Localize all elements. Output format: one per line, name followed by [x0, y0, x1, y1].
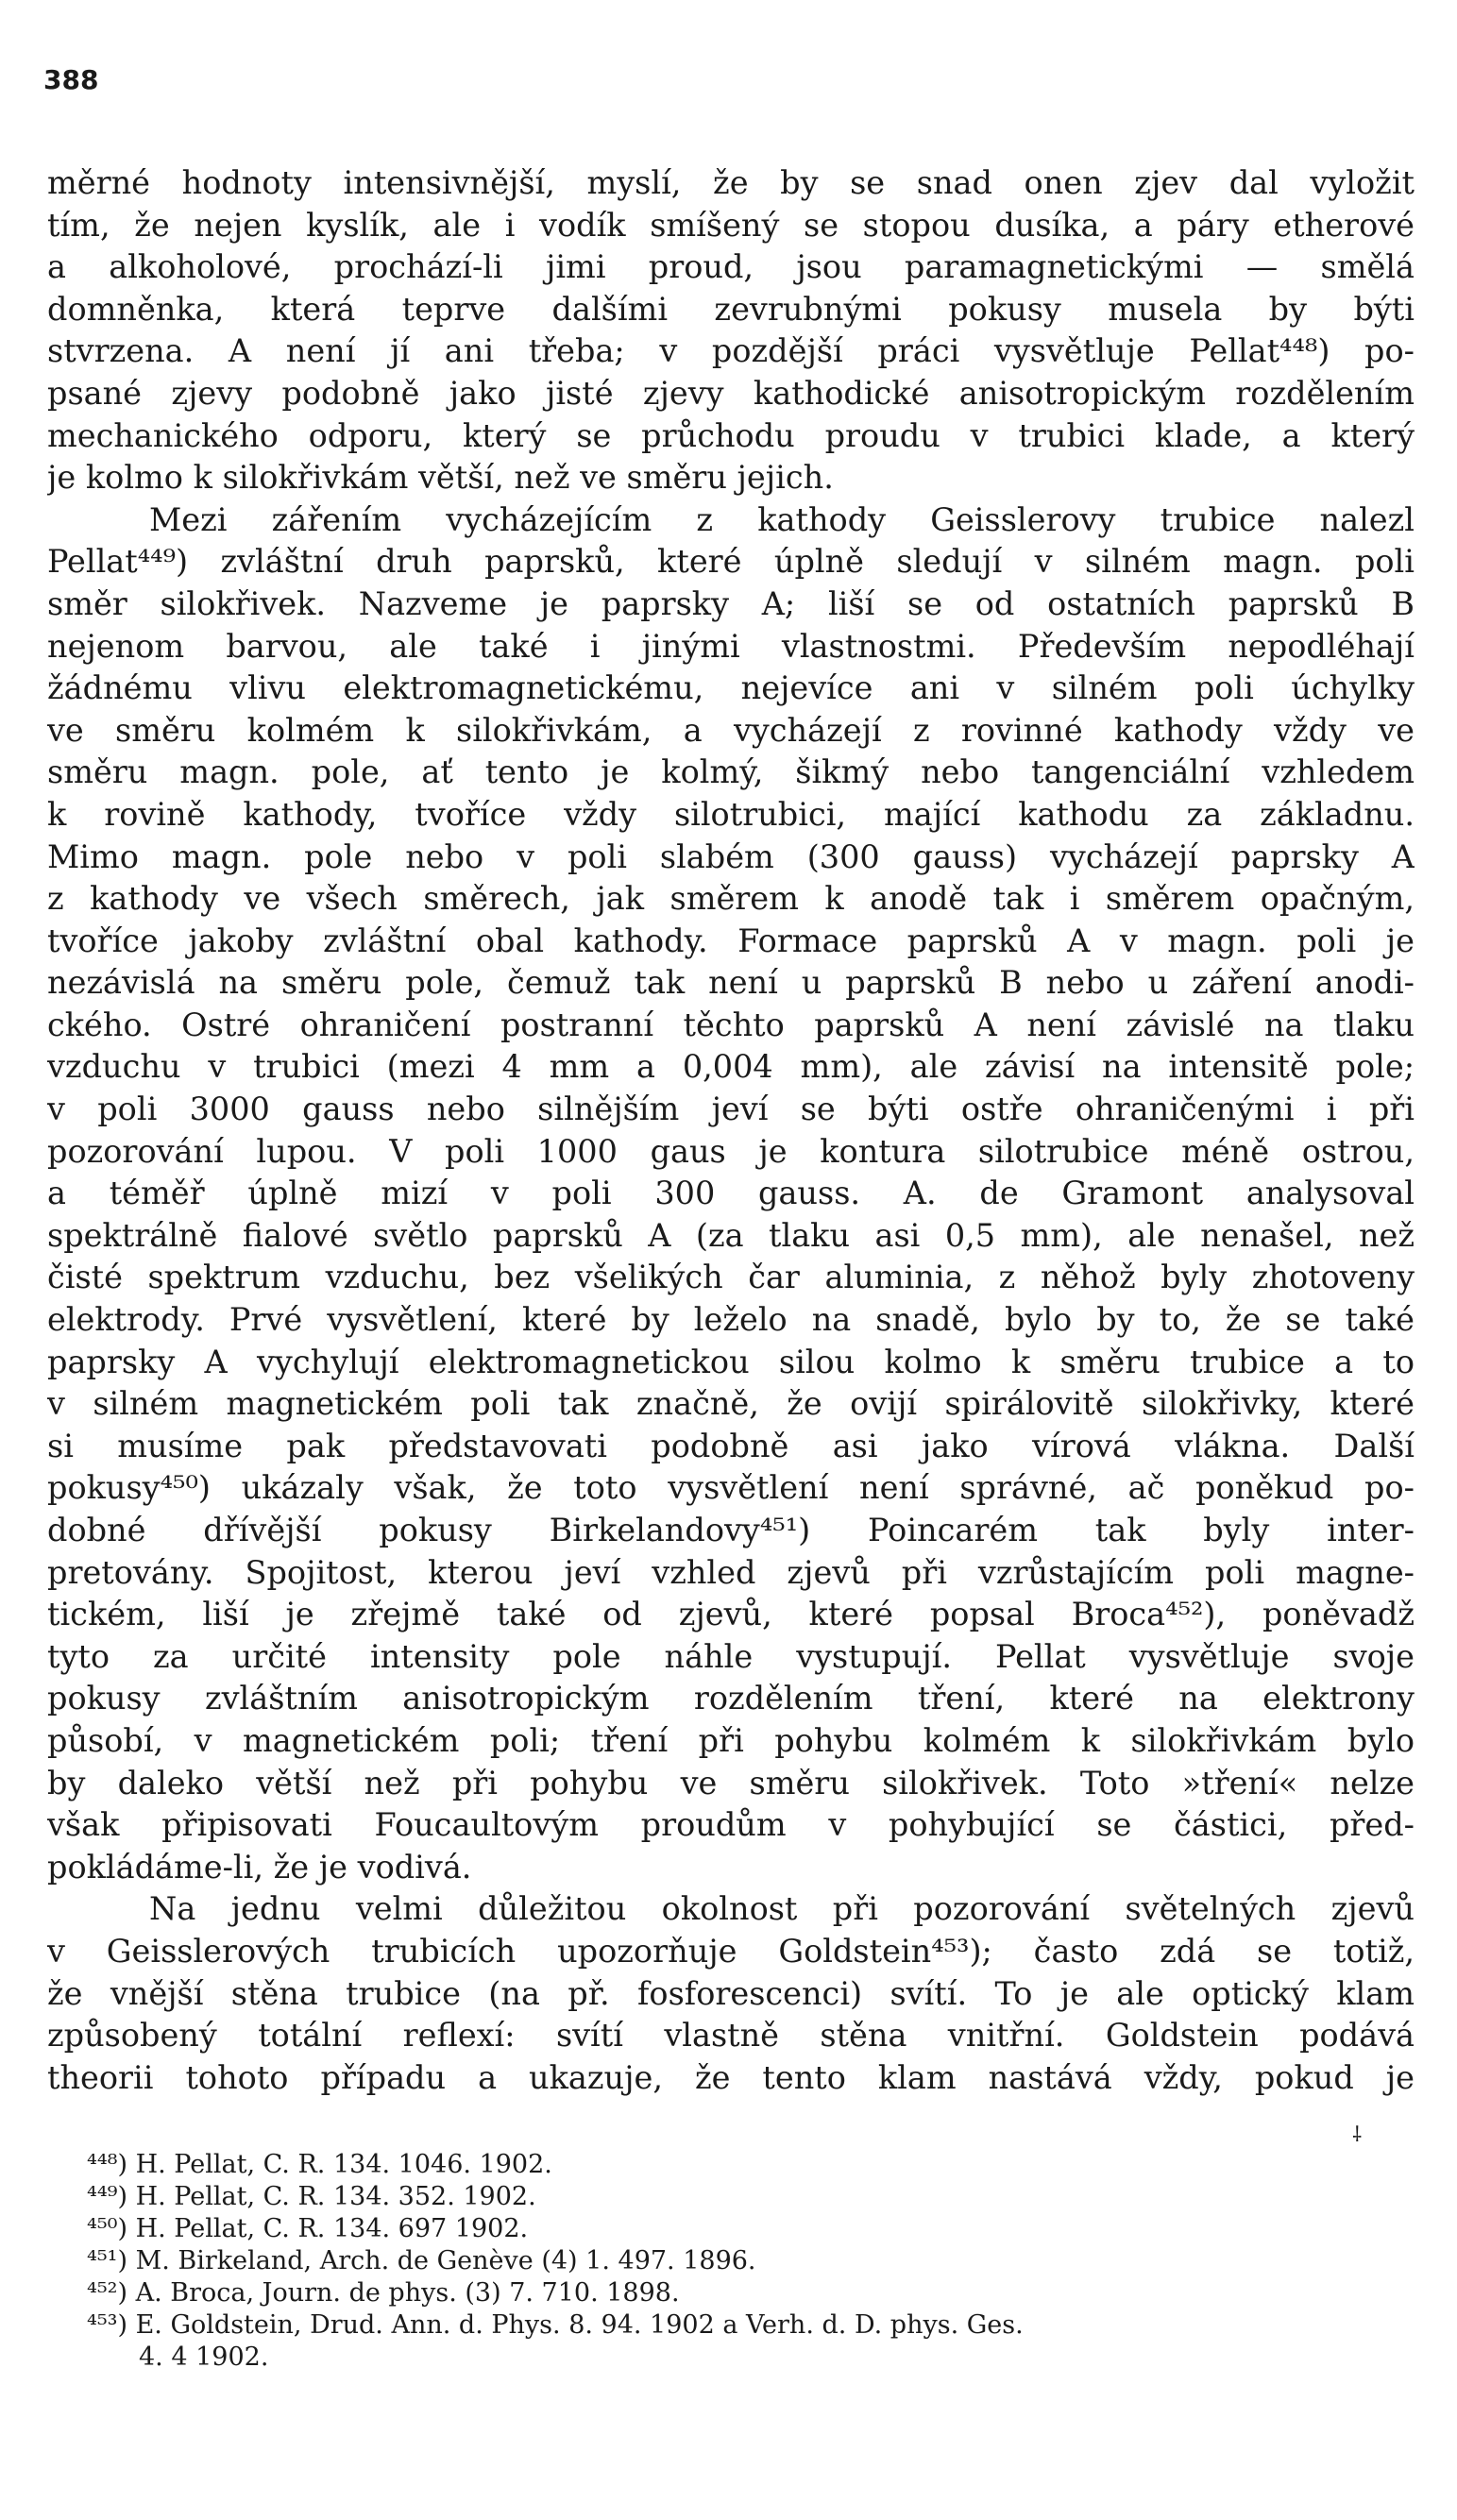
text-line: psané zjevy podobně jako jisté zjevy kathodické anisotropickým rozdělením	[47, 374, 1415, 412]
footnote-ornament: ⸸	[1352, 2123, 1363, 2147]
text-line: pokládáme-li, že je vodivá.	[47, 1848, 472, 1886]
text-line: nezávislá na směru pole, čemuž tak není u paprsků B nebo u záření anodi-	[47, 964, 1415, 1002]
footnote: ⁴⁵³) E. Goldstein, Drud. Ann. d. Phys. 8. 94. 1902 a Verh. d. D. phys. Ges.	[87, 2310, 1024, 2340]
text-line: čisté spektrum vzduchu, bez všelikých čar aluminia, z něhož byly zhotoveny	[47, 1259, 1415, 1296]
text-line: tickém, liší je zřejmě také od zjevů, které popsal Broca⁴⁵²), poněvadž	[47, 1596, 1415, 1633]
text-line: tvoříce jakoby zvláštní obal kathody. Formace paprsků A v magn. poli je	[47, 922, 1415, 959]
footnote: ⁴⁵¹) M. Birkeland, Arch. de Genève (4) 1. 497. 1896.	[87, 2246, 756, 2275]
text-line: pretovány. Spojitost, kterou jeví vzhled zjevů při vzrůstajícím poli magne-	[47, 1553, 1415, 1591]
text-line: k rovině kathody, tvoříce vždy silotrubici, mající kathodu za základnu.	[47, 795, 1415, 833]
text-line: a alkoholové, prochází-li jimi proud, jsou paramagnetickými — smělá	[47, 248, 1415, 286]
text-line: elektrody. Prvé vysvětlení, které by leželo na snadě, bylo by to, že se také	[47, 1301, 1415, 1339]
text-line: způsobený totální reflexí: svítí vlastně stěna vnitřní. Goldstein podává	[47, 2017, 1415, 2055]
footnote: ⁴⁴⁸) H. Pellat, C. R. 134. 1046. 1902.	[87, 2150, 552, 2179]
text-line: že vnější stěna trubice (na př. fosforescenci) svítí. To je ale optický klam	[47, 1974, 1415, 2012]
text-line: v poli 3000 gauss nebo silnějším jeví se býti ostře ohraničenými i při	[47, 1091, 1415, 1128]
text-line: a téměř úplně mizí v poli 300 gauss. A. de Gramont analysoval	[47, 1175, 1415, 1212]
text-line: v Geisslerových trubicích upozorňuje Goldstein⁴⁵³); často zdá se totiž,	[47, 1932, 1415, 1970]
text-line: spektrálně fialové světlo paprsků A (za tlaku asi 0,5 mm), ale nenašel, než	[47, 1216, 1415, 1254]
footnotes	[87, 2149, 1418, 2374]
text-line: Na jednu velmi důležitou okolnost při pozorování světelných zjevů	[149, 1890, 1415, 1928]
text-line: Mezi zářením vycházejícím z kathody Geisslerovy trubice nalezl	[149, 500, 1415, 538]
text-line: směr silokřivek. Nazveme je paprsky A; liší se od ostatních paprsků B	[47, 584, 1415, 622]
text-line: nejenom barvou, ale také i jinými vlastnostmi. Především nepodléhají	[47, 627, 1415, 665]
text-line: mechanického odporu, který se průchodu proudu v trubici klade, a který	[47, 416, 1415, 454]
text-line: Mimo magn. pole nebo v poli slabém (300 gauss) vycházejí paprsky A	[47, 837, 1415, 875]
text-line: působí, v magnetickém poli; tření při pohybu kolmém k silokřivkám bylo	[47, 1721, 1415, 1759]
footnote: ⁴⁵⁰) H. Pellat, C. R. 134. 697 1902.	[87, 2214, 529, 2243]
text-line: ve směru kolmém k silokřivkám, a vycházejí z rovinné kathody vždy ve	[47, 711, 1415, 749]
text-line: tyto za určité intensity pole náhle vystupují. Pellat vysvětluje svoje	[47, 1637, 1415, 1675]
text-line: stvrzena. A není jí ani třeba; v pozdější práci vysvětluje Pellat⁴⁴⁸) po-	[47, 332, 1415, 370]
text-line: pozorování lupou. V poli 1000 gaus je kontura silotrubice méně ostrou,	[47, 1132, 1415, 1170]
text-line: v silném magnetickém poli tak značně, že ovijí spirálovitě silokřivky, které	[47, 1385, 1415, 1423]
text-line: z kathody ve všech směrech, jak směrem k anodě tak i směrem opačným,	[47, 880, 1415, 918]
body-text	[47, 162, 1415, 2099]
text-line: dobné dřívější pokusy Birkelandovy⁴⁵¹) Poincarém tak byly inter-	[47, 1512, 1415, 1548]
text-line: tím, že nejen kyslík, ale i vodík smíšený se stopou dusíka, a páry etherové	[47, 206, 1415, 244]
footnote: ⁴⁴⁹) H. Pellat, C. R. 134. 352. 1902.	[87, 2182, 536, 2211]
text-line: měrné hodnoty intensivnější, myslí, že by se snad onen zjev dal vyložit	[47, 164, 1415, 201]
text-line: domněnka, která teprve dalšími zevrubnými pokusy musela by býti	[47, 290, 1415, 328]
text-line: ckého. Ostré ohraničení postranní těchto paprsků A není závislé na tlaku	[47, 1006, 1415, 1043]
text-line: však připisovati Foucaultovým proudům v pohybující se částici, před-	[47, 1806, 1415, 1844]
text-line: theorii tohoto případu a ukazuje, že tento klam nastává vždy, pokud je	[47, 2058, 1415, 2096]
text-line: si musíme pak představovati podobně asi jako vírová vlákna. Další	[47, 1427, 1415, 1464]
text-line: Pellat⁴⁴⁹) zvláštní druh paprsků, které úplně sledují v silném magn. poli	[47, 543, 1415, 581]
footnote-continuation: 4. 4 1902.	[139, 2342, 269, 2372]
text-line: pokusy zvláštním anisotropickým rozdělením tření, které na elektrony	[47, 1680, 1415, 1717]
footnote: ⁴⁵²) A. Broca, Journ. de phys. (3) 7. 710. 1898.	[87, 2278, 680, 2308]
text-line: pokusy⁴⁵⁰) ukázaly však, že toto vysvětlení není správné, ač poněkud po-	[47, 1469, 1415, 1507]
text-line: paprsky A vychylují elektromagnetickou silou kolmo k směru trubice a to	[47, 1343, 1415, 1380]
text-line: žádnému vlivu elektromagnetickému, nejevíce ani v silném poli úchylky	[47, 669, 1415, 707]
text-line: vzduchu v trubici (mezi 4 mm a 0,004 mm), ale závisí na intensitě pole;	[47, 1048, 1415, 1086]
text-line: je kolmo k silokřivkám větší, než ve směru jejich.	[47, 459, 834, 497]
page-number: 388	[43, 64, 99, 95]
text-line: by daleko větší než při pohybu ve směru silokřivek. Toto »tření« nelze	[47, 1764, 1415, 1801]
text-line: směru magn. pole, ať tento je kolmý, šikmý nebo tangenciální vzhledem	[47, 753, 1415, 791]
